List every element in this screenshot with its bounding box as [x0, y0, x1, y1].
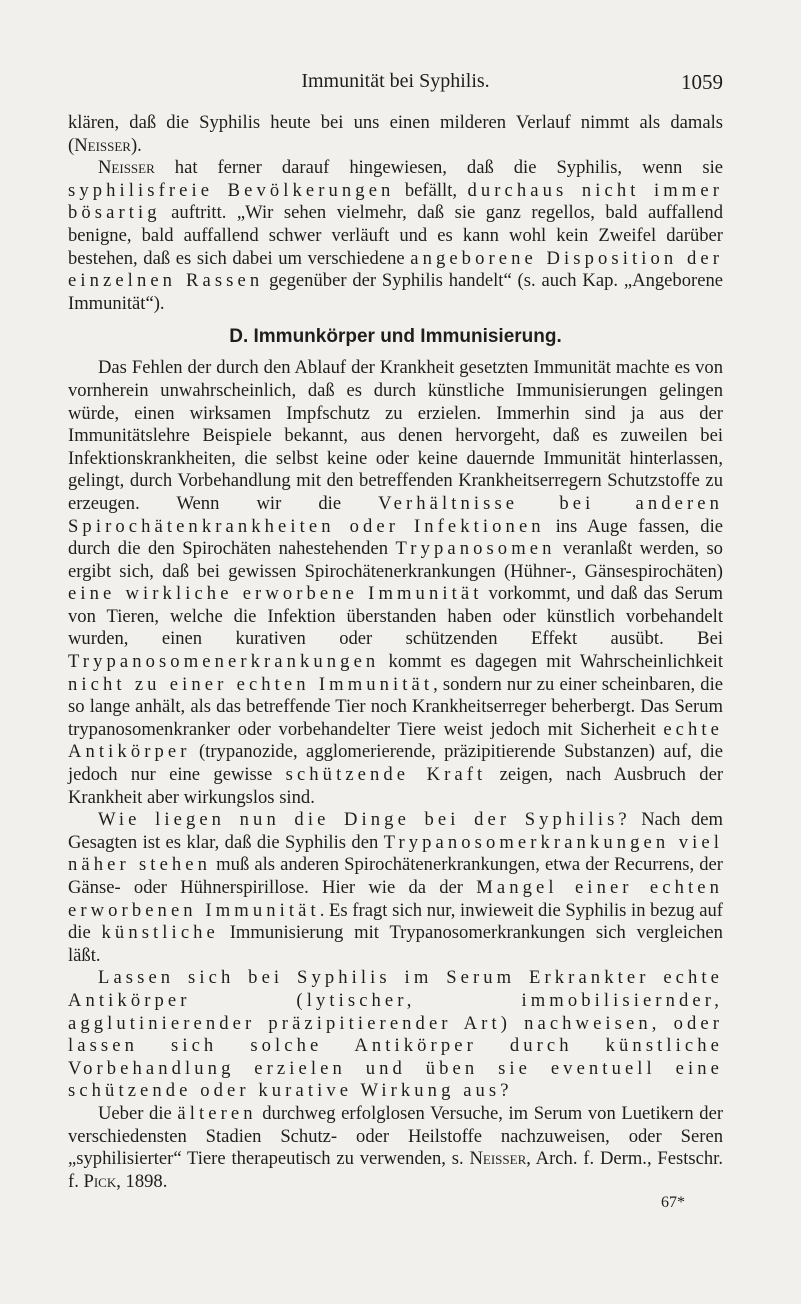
spaced-emphasis: Trypanosomerkrankungen viel näher stehen	[68, 831, 723, 876]
paragraph-3	[68, 357, 723, 809]
running-title: Immunität bei Syphilis.	[301, 70, 490, 92]
text-run: durchweg erfolglosen Versuche, im Serum von Luetikern der verschiedensten Stadien Schutz- oder Heilstoffe nachzuweisen, oder Seren „syphilisierter“ Tiere therapeutisch zu verwenden, s.	[68, 1102, 724, 1170]
paragraph-5	[68, 967, 723, 1103]
author-name: Neisser	[98, 157, 155, 179]
spaced-emphasis: künstliche	[101, 922, 219, 944]
text-run: zeigen, nach Ausbruch der Krankheit aber wirkungslos sind.	[68, 764, 724, 808]
text-run: ).	[130, 134, 142, 156]
body-text	[68, 112, 723, 1213]
spaced-emphasis: syphilisfreie Bevölkerungen	[68, 179, 395, 201]
author-name: Neisser	[469, 1148, 527, 1170]
text-run: veranlaßt werden, so ergibt sich, daß bei gewissen Spirochätenerkrankungen (Hühner-, Gänsespirochäten)	[68, 538, 723, 582]
sheet-signature: 67*	[661, 1194, 685, 1212]
spaced-emphasis: eine wirkliche erworbene Immunität	[68, 583, 483, 605]
text-run: ins Auge fassen, die durch die den Spirochäten nahestehenden	[68, 515, 723, 560]
author-name: Pick	[83, 1170, 117, 1192]
text-run: , sondern nur zu einer scheinbaren, die so lange anhält, als das betreffende Tier noch Krankheitserreger beherbergt. Das Serum trypanosomenkranker oder vorbehandelter Tiere weist jedoch mit Sicherheit	[68, 673, 723, 740]
spaced-emphasis: schützende Kraft	[285, 764, 487, 786]
page-number: 1059	[681, 70, 723, 94]
spaced-emphasis: älteren	[177, 1102, 257, 1124]
paragraph-4	[68, 809, 723, 967]
text-run: Immunisierung mit Trypanosomerkrankungen sich vergleichen läßt.	[68, 922, 723, 966]
spaced-emphasis: nicht zu einer echten Immunität	[68, 673, 434, 695]
paragraph-6	[68, 1103, 723, 1193]
text-run: , Arch. f. Derm., Festschr. f.	[68, 1148, 724, 1192]
text-run: Ueber die	[98, 1102, 178, 1124]
text-run: muß als anderen Spirochätenerkrankungen, etwa der Recurrens, der Gänse- oder Hühnerspirillose. Hier wie da der	[68, 854, 724, 898]
text-run: befällt,	[394, 179, 468, 201]
text-run: , 1898.	[116, 1170, 168, 1192]
text-run: Nach dem Gesagten ist es klar, daß die Syphilis den	[68, 809, 723, 853]
spaced-emphasis: angeborene Disposition der einzelnen Rassen	[68, 247, 723, 292]
paragraph-1	[68, 112, 723, 157]
text-run: (trypanozide, agglomerierende, präzipitierende Substanzen) auf, die jedoch nur eine gewisse	[68, 741, 723, 786]
text-run: . Es fragt sich nur, inwieweit die Syphilis in bezug auf die	[68, 899, 723, 944]
text-run: Das Fehlen der durch den Ablauf der Krankheit gesetzten Immunität machte es von vornherein unwahrscheinlich, daß es durch künstliche Immunisierungen gelingen würde, einen wirksamen Impfschutz zu erzielen. Immerhin sind ja aus der Immunitätslehre Beispiele bekannt, aus denen hervorgeht, daß es zuweilen bei Infektionskrankheiten, die selbst keine oder keine dauernde Immunität hinterlassen, gelingt, durch Vorbehandlung mit den betreffenden Krankheitserregern Schutzstoffe zu erzeugen. Wenn wir die	[68, 357, 723, 514]
text-run: gegenüber der Syphilis handelt“ (s. auch Kap. „Angeborene Immunität“).	[68, 270, 724, 314]
spaced-emphasis: durchaus nicht immer bösartig	[68, 179, 723, 224]
spaced-emphasis: Trypanosomenerkrankungen	[68, 651, 380, 673]
spaced-emphasis: Mangel einer echten erworbenen Immunität	[68, 877, 724, 921]
paragraph-2	[68, 157, 723, 315]
section-heading: D. Immunkörper und Immunisierung.	[229, 326, 562, 348]
spaced-emphasis: Verhältnisse bei anderen Spirochätenkrankheiten oder Infektionen	[68, 492, 723, 537]
spaced-emphasis: Wie liegen nun die Dinge bei der Syphilis?	[98, 809, 631, 831]
text-run: auftritt. „Wir sehen vielmehr, daß sie ganz regellos, bald auffallend benigne, bald auffallend schwer verläuft und es kann wohl kein Zweifel darüber bestehen, daß es sich dabei um verschiedene	[68, 202, 723, 269]
spaced-emphasis: echte Antikörper	[68, 718, 723, 763]
spaced-emphasis: Lassen sich bei Syphilis im Serum Erkrankter echte Antikörper (lytischer, immobilisiernder, agglutinierender präzipitierender Art) nachweisen, oder lassen sich solche Antikörper durch künstliche Vorbehandlung erzielen und üben sie eventuell eine schützende oder kurative Wirkung aus?	[68, 967, 723, 1102]
text-run: klären, daß die Syphilis heute bei uns einen milderen Verlauf nimmt als damals (	[68, 112, 723, 156]
text-run: kommt es dagegen mit Wahrscheinlichkeit	[379, 651, 723, 673]
text-run: hat ferner darauf hingewiesen, daß die Syphilis, wenn sie	[154, 157, 723, 179]
author-name: Neisser	[74, 134, 131, 156]
spaced-emphasis: Trypanosomen	[395, 538, 556, 560]
text-run: vorkommt, und daß das Serum von Tieren, welche die Infektion überstanden haben oder künstlich vorbehandelt wurden, einen kurativen oder schützenden Effekt ausübt. Bei	[68, 583, 723, 650]
page-header	[68, 70, 723, 100]
